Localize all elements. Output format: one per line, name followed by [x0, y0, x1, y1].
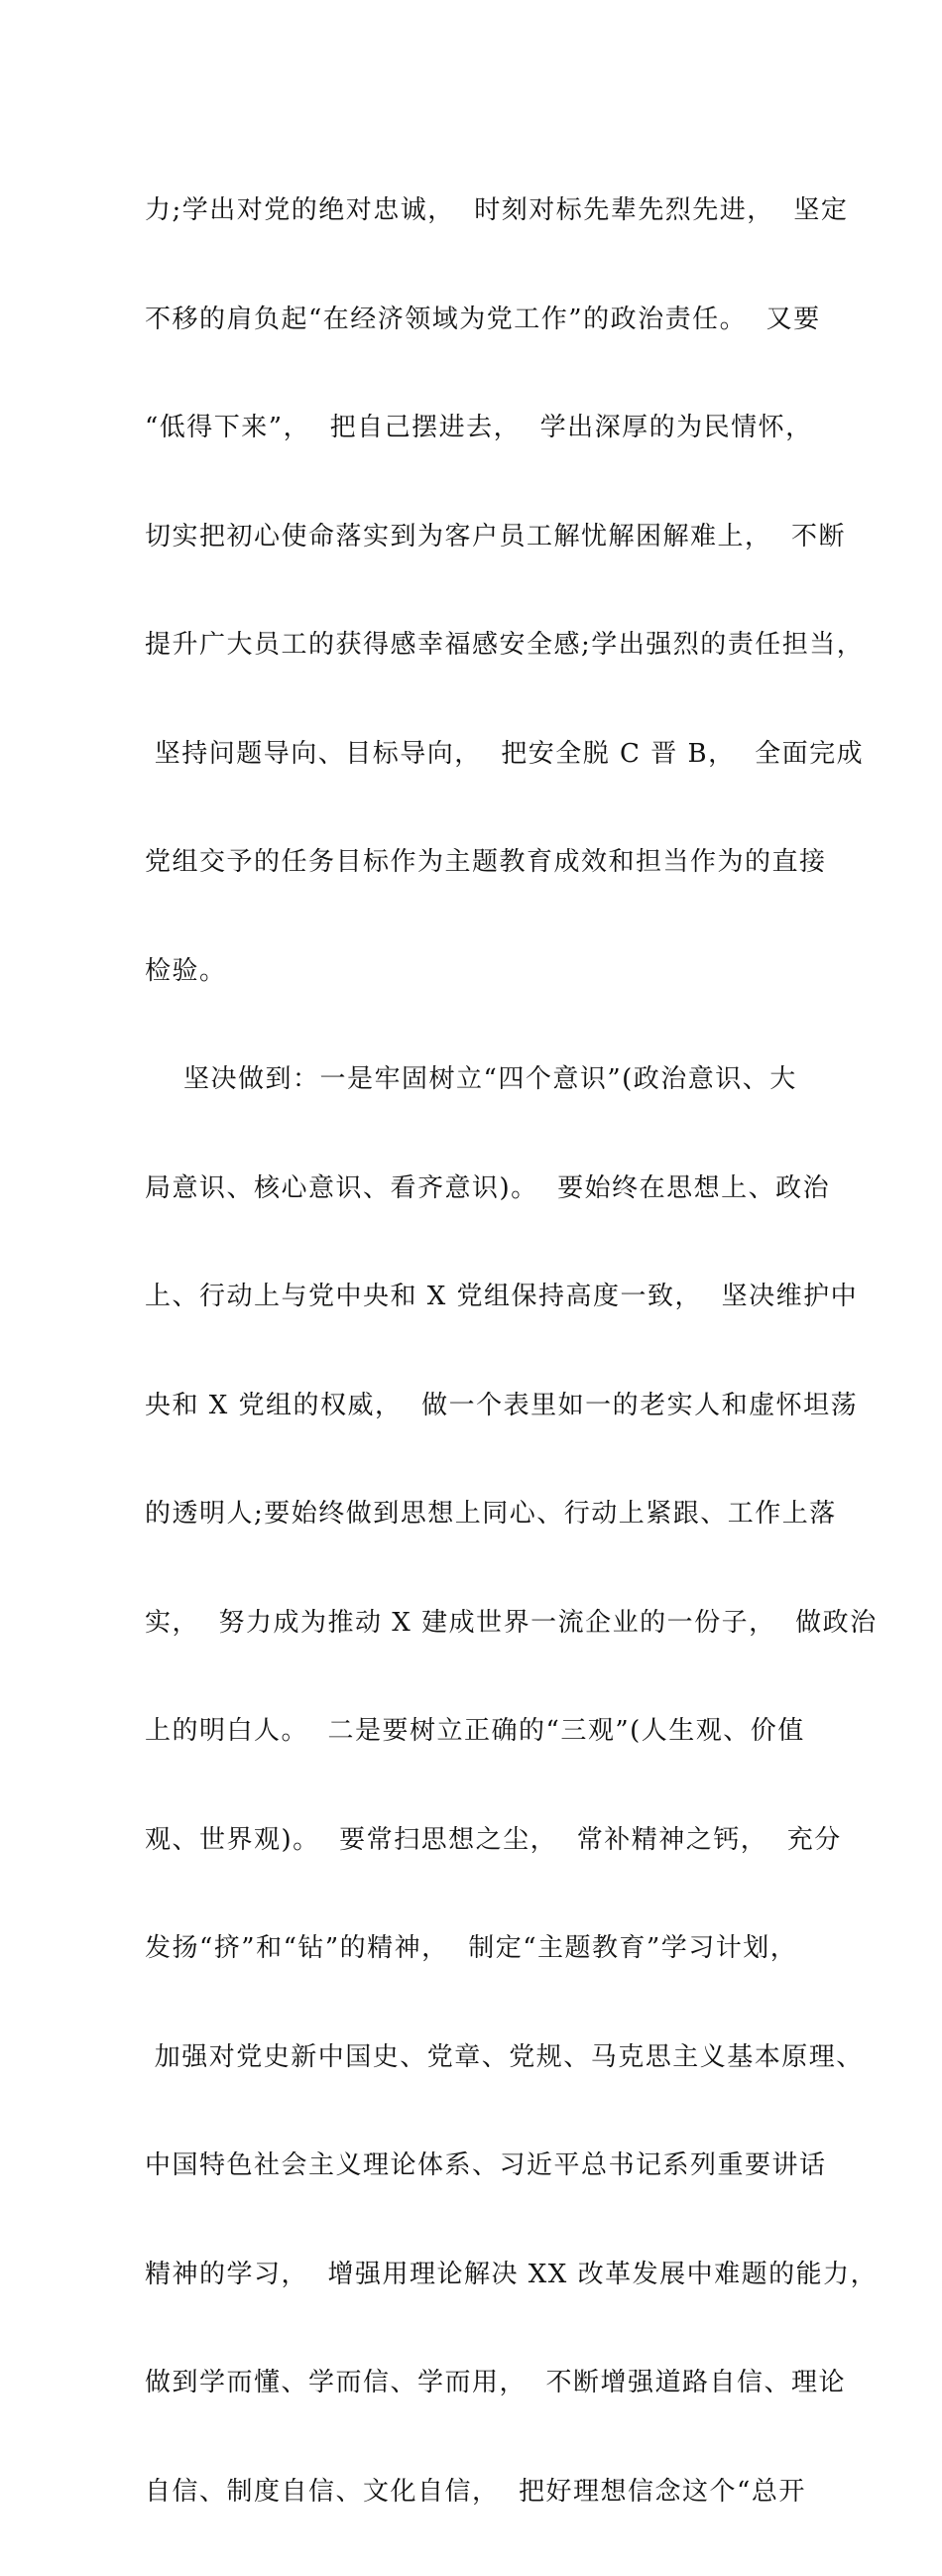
text-line: 局意识、核心意识、看齐意识)。 要始终在思想上、政治 — [145, 1172, 831, 1203]
text-line: 坚决做到：一是牢固树立“四个意识”(政治意识、大 — [145, 1064, 797, 1094]
text-line: 力;学出对党的绝对忠诚， 时刻对标先辈先烈先进， 坚定 — [145, 195, 849, 225]
text-line: 实， 努力成为推动 X 建成世界一流企业的一份子， 做政治 — [145, 1607, 878, 1638]
text-line: 中国特色社会主义理论体系、习近平总书记系列重要讲话 — [145, 2150, 827, 2180]
text-line: 央和 X 党组的权威， 做一个表里如一的老实人和虚怀坦荡 — [145, 1390, 859, 1420]
text-line: 自信、制度自信、文化自信， 把好理想信念这个“总开 — [145, 2476, 806, 2507]
text-line: 提升广大员工的获得感幸福感安全感;学出强烈的责任担当， — [145, 630, 865, 660]
text-line: 上、行动上与党中央和 X 党组保持高度一致， 坚决维护中 — [145, 1282, 859, 1311]
text-line: 坚持问题导向、目标导向， 把安全脱 C 晋 B， 全面完成 — [145, 738, 865, 769]
text-line: 观、世界观)。 要常扫思想之尘， 常补精神之钙， 充分 — [145, 1824, 842, 1855]
text-line: 上的明白人。 二是要树立正确的“三观”(人生观、价值 — [145, 1716, 805, 1746]
text-line: 的透明人;要始终做到思想上同心、行动上紧跟、工作上落 — [145, 1499, 837, 1529]
text-line: 发扬“挤”和“钻”的精神， 制定“主题教育”学习计划， — [145, 1933, 798, 1963]
text-line: “低得下来”， 把自己摆进去， 学出深厚的为民情怀， — [145, 413, 813, 442]
text-line: 切实把初心使命落实到为客户员工解忧解困解难上， 不断 — [145, 521, 847, 552]
text-line: 加强对党史新中国史、党章、党规、马克思主义基本原理、 — [145, 2041, 864, 2072]
text-line: 做到学而懂、学而信、学而用， 不断增强道路自信、理论 — [145, 2368, 847, 2397]
text-line: 检验。 — [145, 955, 227, 986]
text-line: 精神的学习， 增强用理论解决 XX 改革发展中难题的能力， — [145, 2259, 879, 2289]
text-line: 党组交予的任务目标作为主题教育成效和担当作为的直接 — [145, 847, 827, 877]
text-line: 不移的肩负起“在经济领域为党工作”的政治责任。 又要 — [145, 304, 821, 334]
document-body — [145, 127, 879, 2576]
